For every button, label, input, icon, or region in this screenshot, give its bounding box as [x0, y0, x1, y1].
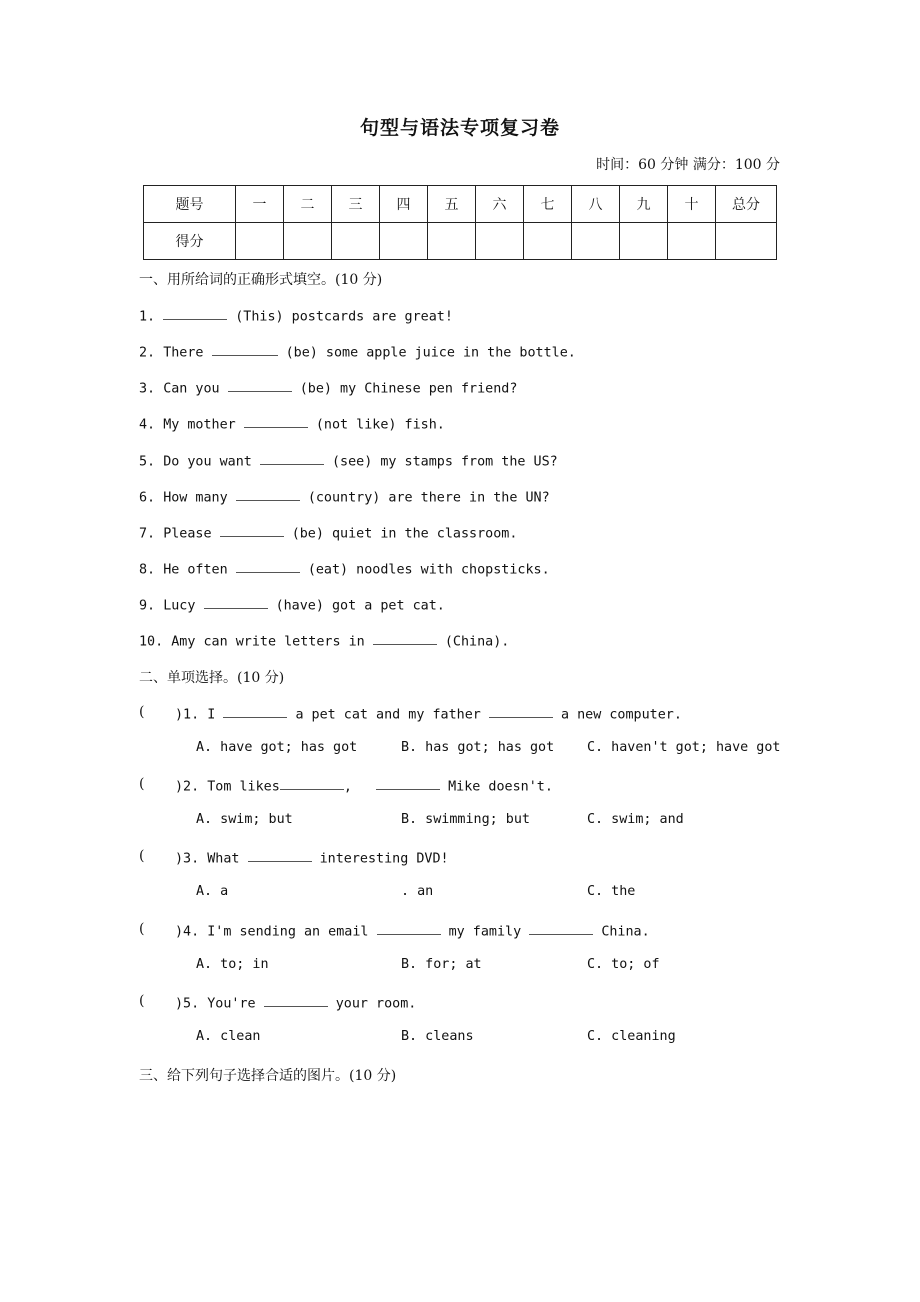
item-text: Amy can write letters in: [171, 634, 365, 650]
score-cell[interactable]: [620, 223, 668, 260]
question-text: China.: [601, 924, 650, 940]
item-hint: (be) my Chinese pen friend?: [299, 381, 518, 397]
header-cell: 三: [332, 186, 380, 223]
answer-blank[interactable]: [204, 595, 268, 609]
item-text: Lucy: [163, 598, 196, 614]
answer-blank[interactable]: [248, 848, 312, 862]
answer-blank[interactable]: [163, 306, 227, 320]
item-hint: (be) quiet in the classroom.: [291, 526, 518, 542]
score-cell[interactable]: [476, 223, 524, 260]
score-cell[interactable]: [572, 223, 620, 260]
answer-blank[interactable]: [377, 921, 441, 935]
fill-blank-item: [139, 342, 576, 360]
fill-blank-item: [139, 523, 517, 541]
question-text: Mike doesn't.: [448, 779, 553, 795]
item-text: He often: [163, 562, 228, 578]
header-cell: 五: [428, 186, 476, 223]
answer-blank[interactable]: [264, 993, 328, 1007]
item-text: My mother: [163, 417, 236, 433]
answer-blank[interactable]: [220, 523, 284, 537]
option-a[interactable]: A. swim; but: [196, 812, 293, 827]
question-text: I: [207, 707, 216, 723]
fill-blank-item: [139, 306, 453, 324]
score-cell[interactable]: [284, 223, 332, 260]
item-number: 3.: [139, 381, 156, 397]
option-b[interactable]: B. cleans: [401, 1029, 474, 1044]
fill-blank-item: [139, 451, 558, 469]
item-number: 6.: [139, 490, 156, 506]
header-cell: 一: [236, 186, 284, 223]
item-text: There: [163, 345, 204, 361]
option-c[interactable]: C. swim; and: [587, 812, 684, 827]
header-cell: 七: [524, 186, 572, 223]
question-number: )3.: [175, 851, 200, 867]
question-text: a new computer.: [561, 707, 682, 723]
item-number: 4.: [139, 417, 156, 433]
option-a[interactable]: A. to; in: [196, 957, 269, 972]
question-stem: [175, 704, 682, 722]
answer-blank[interactable]: [228, 378, 292, 392]
header-cell: 六: [476, 186, 524, 223]
answer-bracket[interactable]: (: [139, 704, 145, 720]
option-a[interactable]: A. have got; has got: [196, 740, 358, 755]
question-text: You're: [207, 996, 256, 1012]
answer-bracket[interactable]: (: [139, 993, 145, 1009]
item-text: Can you: [163, 381, 220, 397]
question-stem: [175, 848, 449, 866]
answer-bracket[interactable]: (: [139, 776, 145, 792]
fill-blank-item: [139, 559, 550, 577]
question-text: What: [207, 851, 240, 867]
option-b[interactable]: . an: [401, 884, 434, 899]
item-hint: (country) are there in the UN?: [307, 490, 550, 506]
question-text: interesting DVD!: [319, 851, 449, 867]
fill-blank-item: [139, 487, 550, 505]
header-cell: 四: [380, 186, 428, 223]
question-stem: [175, 921, 650, 939]
answer-blank[interactable]: [244, 414, 308, 428]
question-text: I'm sending an email: [207, 924, 369, 940]
score-table-header-row: [144, 186, 777, 223]
page-title: 句型与语法专项复习卷: [359, 117, 560, 139]
answer-blank[interactable]: [236, 559, 300, 573]
item-text: Please: [163, 526, 212, 542]
item-hint: (see) my stamps from the US?: [332, 454, 558, 470]
item-hint: (China).: [444, 634, 510, 650]
score-table: [143, 185, 777, 260]
option-b[interactable]: B. swimming; but: [401, 812, 530, 827]
option-c[interactable]: C. to; of: [587, 957, 660, 972]
answer-blank[interactable]: [529, 921, 593, 935]
question-text: ,: [343, 779, 352, 795]
item-hint: (have) got a pet cat.: [275, 598, 445, 614]
question-text: your room.: [335, 996, 417, 1012]
option-c[interactable]: C. the: [587, 884, 636, 899]
item-text: How many: [163, 490, 228, 506]
option-b[interactable]: B. for; at: [401, 957, 482, 972]
item-number: 2.: [139, 345, 156, 361]
header-cell: 总分: [716, 186, 777, 223]
question-text: Tom likes: [207, 779, 280, 795]
answer-blank[interactable]: [223, 704, 287, 718]
score-cell[interactable]: [428, 223, 476, 260]
item-number: 10.: [139, 634, 164, 650]
fill-blank-item: [139, 378, 517, 396]
question-stem: [175, 776, 553, 794]
option-c[interactable]: C. cleaning: [587, 1029, 676, 1044]
section-1-heading: 一、用所给词的正确形式填空。(10 分): [139, 272, 383, 288]
score-cell[interactable]: [236, 223, 284, 260]
score-cell[interactable]: [380, 223, 428, 260]
score-table-score-row: [144, 223, 777, 260]
fill-blank-item: [139, 414, 445, 432]
question-number: )5.: [175, 996, 200, 1012]
item-number: 1.: [139, 309, 156, 325]
header-cell: 二: [284, 186, 332, 223]
question-number: )4.: [175, 924, 200, 940]
section-3-heading: 三、给下列句子选择合适的图片。(10 分): [139, 1068, 397, 1084]
option-c[interactable]: C. haven't got; have got: [587, 740, 781, 755]
score-cell[interactable]: [716, 223, 777, 260]
exam-meta: 时间：60 分钟 满分：100 分: [596, 157, 780, 173]
item-text: Do you want: [163, 454, 252, 470]
option-a[interactable]: A. a: [196, 884, 229, 899]
answer-blank[interactable]: [260, 451, 324, 465]
item-hint: (This) postcards are great!: [235, 309, 453, 325]
score-cell[interactable]: [668, 223, 716, 260]
row-label: 得分: [144, 223, 236, 260]
item-hint: (be) some apple juice in the bottle.: [285, 345, 576, 361]
header-cell: 题号: [144, 186, 236, 223]
answer-blank[interactable]: [236, 487, 300, 501]
answer-blank[interactable]: [212, 342, 278, 356]
item-number: 9.: [139, 598, 156, 614]
answer-bracket[interactable]: (: [139, 848, 145, 864]
answer-blank[interactable]: [489, 704, 553, 718]
question-text: a pet cat and my father: [295, 707, 481, 723]
question-text: my family: [448, 924, 522, 940]
section-2-heading: 二、单项选择。(10 分): [139, 670, 285, 686]
option-a[interactable]: A. clean: [196, 1029, 261, 1044]
item-number: 7.: [139, 526, 156, 542]
answer-blank[interactable]: [280, 776, 344, 790]
fill-blank-item: [139, 631, 509, 649]
header-cell: 十: [668, 186, 716, 223]
item-hint: (not like) fish.: [315, 417, 445, 433]
item-number: 8.: [139, 562, 156, 578]
answer-bracket[interactable]: (: [139, 921, 145, 937]
header-cell: 八: [572, 186, 620, 223]
question-number: )1.: [175, 707, 200, 723]
header-cell: 九: [620, 186, 668, 223]
fill-blank-item: [139, 595, 445, 613]
score-cell[interactable]: [332, 223, 380, 260]
option-b[interactable]: B. has got; has got: [401, 740, 555, 755]
question-stem: [175, 993, 416, 1011]
answer-blank[interactable]: [376, 776, 440, 790]
question-number: )2.: [175, 779, 200, 795]
item-number: 5.: [139, 454, 156, 470]
item-hint: (eat) noodles with chopsticks.: [307, 562, 550, 578]
answer-blank[interactable]: [373, 631, 437, 645]
score-cell[interactable]: [524, 223, 572, 260]
